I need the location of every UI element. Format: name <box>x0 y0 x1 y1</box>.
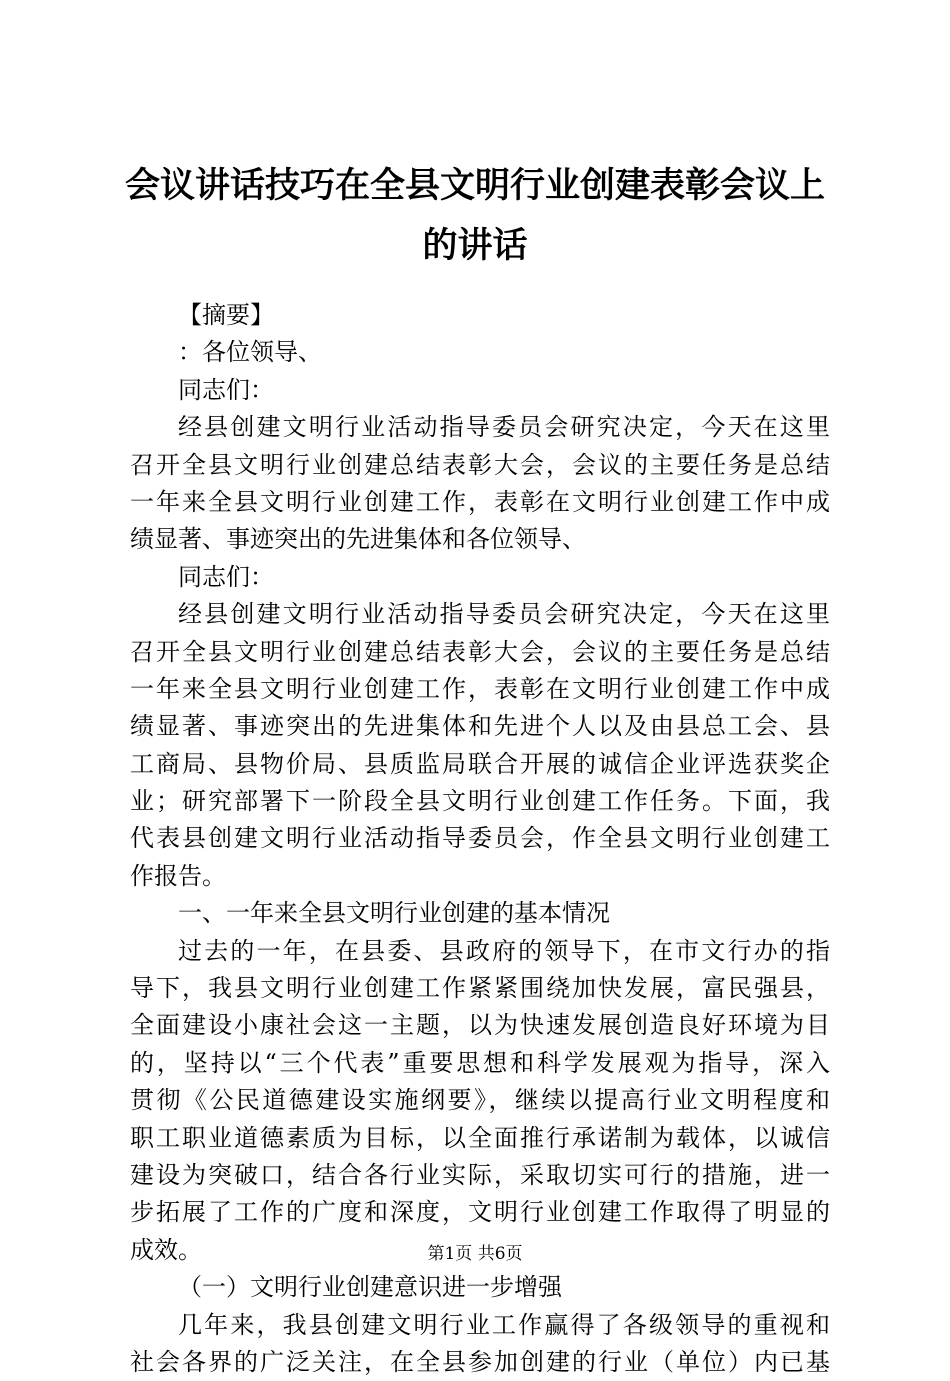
text-line: 建设为突破口，结合各行业实际，采取切实可行的措施，进一 <box>130 1160 830 1189</box>
text-line: 经县创建文明行业活动指导委员会研究决定，今天在这里 <box>178 600 830 629</box>
text-line: 作报告。 <box>130 861 226 890</box>
text-line: 社会各界的广泛关注，在全县参加创建的行业（单位）内已基 <box>130 1347 830 1376</box>
text-line: 代表县创建文明行业活动指导委员会，作全县文明行业创建工 <box>130 824 830 853</box>
text-line: 业；研究部署下一阶段全县文明行业创建工作任务。下面，我 <box>130 787 830 816</box>
text-line: 的，坚持以“三个代表”重要思想和科学发展观为指导，深入 <box>130 1048 830 1077</box>
text-line: 成效。 <box>130 1235 202 1264</box>
text-line: 绩显著、事迹突出的先进集体和先进个人以及由县总工会、县 <box>130 712 830 741</box>
text-line: 导下，我县文明行业创建工作紧紧围绕加快发展，富民强县， <box>130 974 830 1003</box>
text-line: 几年来，我县创建文明行业工作赢得了各级领导的重视和 <box>178 1310 830 1339</box>
text-line: 召开全县文明行业创建总结表彰大会，会议的主要任务是总结 <box>130 637 830 666</box>
text-line: 工商局、县物价局、县质监局联合开展的诚信企业评选获奖企 <box>130 749 830 778</box>
text-line: 贯彻《公民道德建设实施纲要》，继续以提高行业文明程度和 <box>130 1086 830 1115</box>
page-footer: 第1页 共6页 <box>427 1244 523 1264</box>
text-line: 过去的一年，在县委、县政府的领导下，在市文行办的指 <box>178 936 830 965</box>
text-line: 经县创建文明行业活动指导委员会研究决定，今天在这里 <box>178 413 830 442</box>
section-heading: 一、一年来全县文明行业创建的基本情况 <box>178 899 610 928</box>
abstract-heading: 【摘要】 <box>178 301 274 329</box>
text-line: 同志们： <box>178 562 274 591</box>
text-line: ：各位领导、 <box>178 338 322 367</box>
text-line: 一年来全县文明行业创建工作，表彰在文明行业创建工作中成 <box>130 487 830 516</box>
document-body <box>130 297 830 1381</box>
text-line: 全面建设小康社会这一主题，以为快速发展创造良好环境为目 <box>130 1011 830 1040</box>
text-line: 一年来全县文明行业创建工作，表彰在文明行业创建工作中成 <box>130 674 830 703</box>
text-line: 职工职业道德素质为目标，以全面推行承诺制为载体，以诚信 <box>130 1123 830 1152</box>
text-line: 同志们： <box>178 375 274 404</box>
document-title-line-2: 的讲话 <box>422 226 528 266</box>
subsection-heading: （一）文明行业创建意识进一步增强 <box>178 1273 562 1302</box>
text-line: 步拓展了工作的广度和深度，文明行业创建工作取得了明显的 <box>130 1198 830 1227</box>
text-line: 绩显著、事迹突出的先进集体和各位领导、 <box>130 525 586 554</box>
text-line: 召开全县文明行业创建总结表彰大会，会议的主要任务是总结 <box>130 450 830 479</box>
document-title-line-1: 会议讲话技巧在全县文明行业创建表彰会议上 <box>124 166 825 206</box>
